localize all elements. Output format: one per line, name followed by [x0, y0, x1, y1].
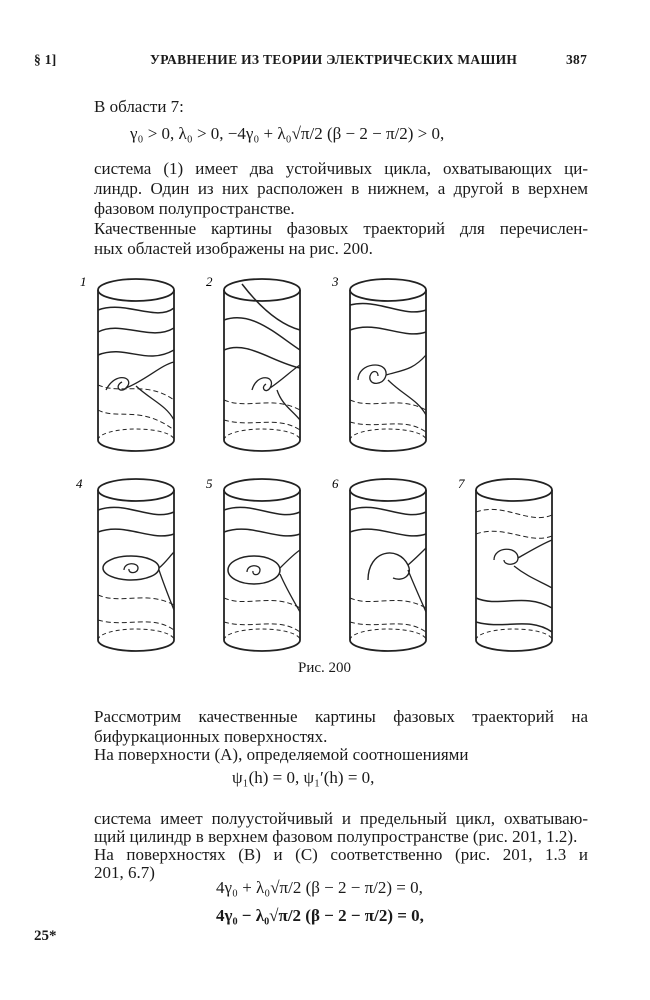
- panel-label: 6: [332, 476, 339, 491]
- panel-7: [476, 479, 552, 651]
- panel-label: 1: [80, 274, 87, 289]
- panel-4: [98, 479, 174, 651]
- paragraph-line: фазовом полупространстве.: [94, 199, 295, 218]
- region-label: В области 7:: [94, 97, 184, 116]
- paragraph-line: ных областей изображены на рис. 200.: [94, 239, 373, 258]
- figure-200: [60, 262, 600, 662]
- paragraph-line: система (1) имеет два устойчивых цикла, охватывающих ци-: [94, 159, 588, 178]
- paragraph-line: бифуркационных поверхностях.: [94, 727, 328, 746]
- paragraph-line: Качественные картины фазовых траекторий для перечислен-: [94, 219, 588, 238]
- panel-label: 3: [332, 274, 339, 289]
- paragraph-line: Рассмотрим качественные картины фазовых траекторий на: [94, 707, 588, 726]
- section-mark: § 1]: [34, 52, 57, 67]
- panel-label: 2: [206, 274, 213, 289]
- panel-6: [350, 479, 426, 651]
- condition-formula: γ₀ > 0, λ₀ > 0, −4γ₀ + λ₀√π/2 (β − 2 − π/2) > 0,: [130, 124, 445, 143]
- paragraph-line: На поверхности (A), определяемой соотношениями: [94, 745, 469, 764]
- equation: 4γ₀ − λ₀√π/2 (β − 2 − π/2) = 0,: [216, 906, 424, 925]
- paragraph-line: система имеет полуустойчивый и предельный цикл, охватываю-: [94, 809, 588, 828]
- running-header: [0, 52, 650, 72]
- figure-caption: Рис. 200: [298, 660, 352, 676]
- panel-1: [98, 279, 174, 451]
- panel-label: 5: [206, 476, 213, 491]
- equation: ψ₁(h) = 0, ψ₁′(h) = 0,: [232, 768, 375, 787]
- equation: 4γ₀ + λ₀√π/2 (β − 2 − π/2) = 0,: [216, 878, 423, 897]
- signature-mark: 25*: [34, 928, 57, 944]
- panel-2: [224, 279, 300, 451]
- paragraph-line: щий цилиндр в верхнем фазовом полупространстве (рис. 201, 1.2).: [94, 827, 578, 846]
- paragraph-line: 201, 6.7): [94, 863, 155, 882]
- paragraph-line: На поверхностях (B) и (C) соответственно (рис. 201, 1.3 и: [94, 845, 588, 864]
- panel-label: 7: [458, 476, 465, 491]
- panel-5: [224, 479, 300, 651]
- header-title: УРАВНЕНИЕ ИЗ ТЕОРИИ ЭЛЕКТРИЧЕСКИХ МАШИН: [150, 52, 518, 67]
- page-number: 387: [566, 52, 588, 67]
- panel-label: 4: [76, 476, 83, 491]
- paragraph-line: линдр. Один из них расположен в нижнем, а другой в верхнем: [94, 179, 588, 198]
- panel-3: [350, 279, 426, 451]
